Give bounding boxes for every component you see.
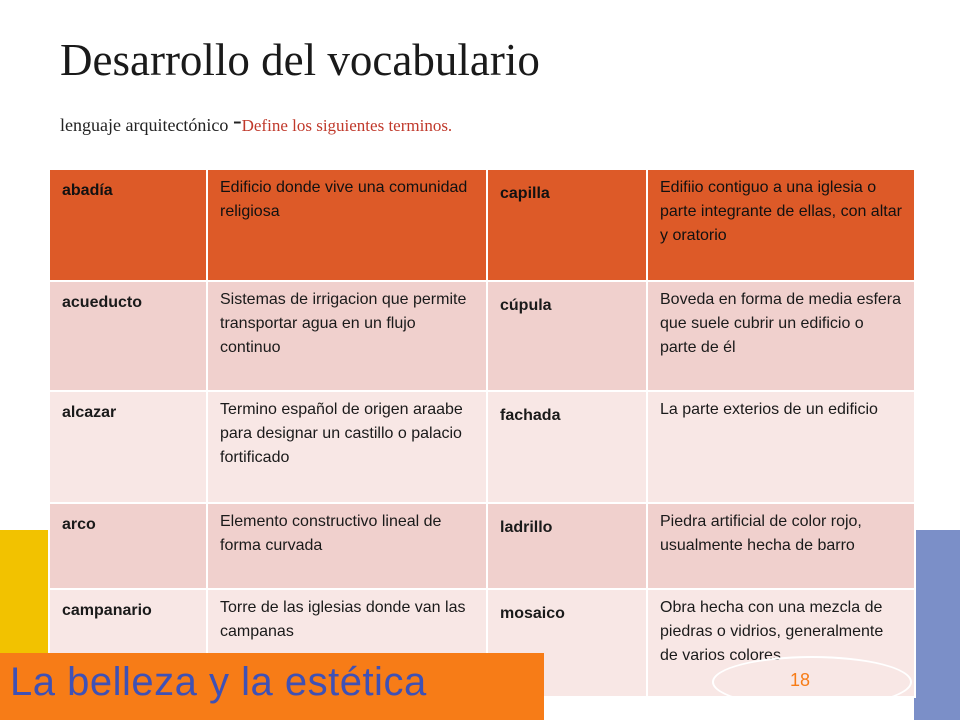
definition-cell: Boveda en forma de media esfera que suele cubrir un edificio o parte de él [647,281,915,391]
term-cell: campanario [49,589,207,697]
table-row [49,169,915,281]
definition-cell: Termino español de origen araabe para designar un castillo o palacio fortificado [207,391,487,503]
term-cell: acueducto [49,281,207,391]
definition-cell: La parte exterios de un edificio [647,391,915,503]
definition-cell: Torre de las iglesias donde van las campanas [207,589,487,697]
definition-cell: Piedra artificial de color rojo, usualmente hecha de barro [647,503,915,589]
table-row [49,391,915,503]
term-cell: ladrillo [487,503,647,589]
footer-banner-text: La belleza y la estética [10,660,427,704]
definition-cell: Obra hecha con una mezcla de piedras o vidrios, generalmente de varios colores [647,589,915,697]
term-cell: alcazar [49,391,207,503]
vocabulary-table [48,168,916,698]
definition-cell: Edificio donde vive una comunidad religiosa [207,169,487,281]
decorative-bar-blue [914,530,960,720]
definition-cell: Edifiio contiguo a una iglesia o parte integrante de ellas, con altar y oratorio [647,169,915,281]
definition-cell: Elemento constructivo lineal de forma curvada [207,503,487,589]
page-number: 18 [790,670,811,690]
term-cell: mosaico [487,589,647,697]
term-cell: abadía [49,169,207,281]
subtitle-instruction: Define los siguientes terminos. [241,116,453,135]
term-cell: fachada [487,391,647,503]
slide-title: Desarrollo del vocabulario [60,35,540,85]
page-number-ellipse [712,656,912,708]
subtitle-topic: lenguaje arquitectónico [60,115,233,135]
table-row [49,281,915,391]
definition-cell: Sistemas de irrigacion que permite transportar agua en un flujo continuo [207,281,487,391]
term-cell: capilla [487,169,647,281]
slide-subtitle [60,106,452,136]
table-row [49,503,915,589]
subtitle-dash: - [232,106,242,135]
term-cell: cúpula [487,281,647,391]
term-cell: arco [49,503,207,589]
